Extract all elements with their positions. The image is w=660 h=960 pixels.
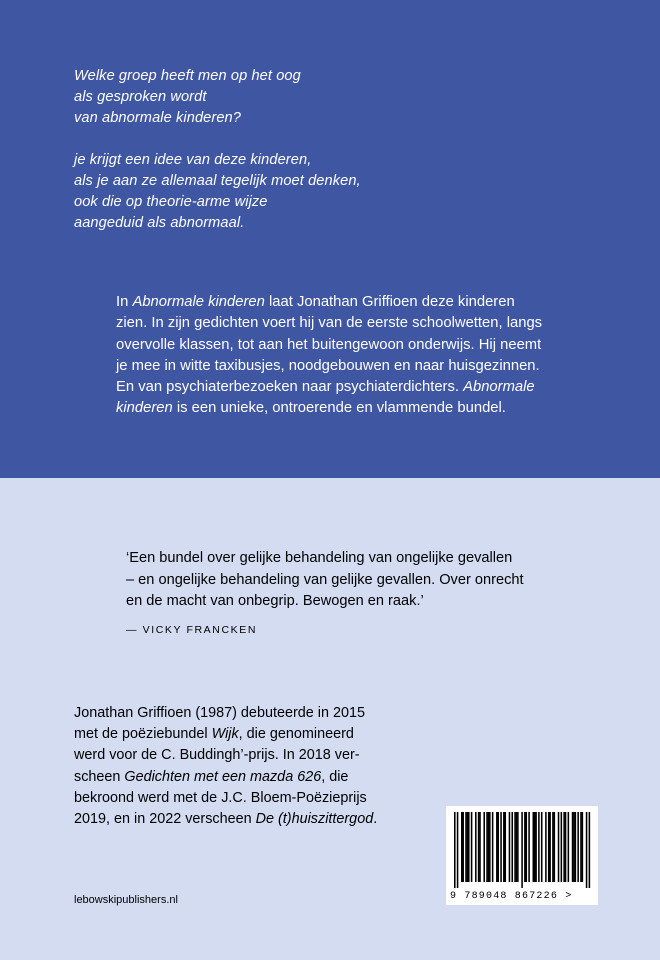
barcode-bar [526,812,528,882]
blurb-text: In [116,294,133,310]
barcode-bar [573,812,575,882]
barcode-bar [465,812,467,882]
barcode-bar [479,812,481,882]
barcode-bar [563,812,565,882]
barcode-bar [511,812,513,882]
barcode-bar [552,812,554,882]
barcode-bar [517,812,519,882]
bio-line [74,724,377,745]
barcode-bar [589,812,591,888]
barcode-bar [575,812,577,882]
poem-line: als je aan ze allemaal tegelijk moet denken, [74,173,361,189]
blurb-line [116,398,586,419]
publisher-url: lebowskipublishers.nl [74,894,178,906]
blurb-line [116,377,586,398]
barcode-bar [568,812,570,882]
top-panel [0,0,660,478]
bio-text: . [373,811,378,828]
barcode-bar [457,812,459,888]
barcode-bar [521,812,523,888]
book-title: De (t)huiszittergod [255,811,374,828]
book-title: Abnormale [463,379,535,396]
bio-line: werd voor de C. Buddingh’-prijs. In 2018 ver- [74,747,360,764]
author-bio [74,703,377,830]
barcode-bar [516,812,518,882]
bio-line [74,767,377,788]
barcode-bar [500,812,502,882]
blurb-line: overvolle klassen, tot aan het buitengewoon onderwijs. Hij neemt [116,336,542,353]
barcode-bar [582,812,584,882]
book-title: Wijk [211,726,239,743]
barcode-bar [496,812,498,882]
barcode-bar [535,812,537,882]
book-title: kinderen [116,400,173,417]
isbn-barcode [446,806,598,905]
book-title: Gedichten met een mazda 626 [124,768,322,785]
barcode-bar [514,812,516,882]
barcode-bar [541,812,543,882]
barcode-bar [538,812,540,882]
poem-excerpt [74,66,361,255]
barcode-bar [503,812,505,882]
isbn-number: 9 789048 867226 > [450,891,573,902]
barcode-bar [548,812,550,882]
barcode-bar [489,812,491,882]
poem-line: aangeduid als abnormaal. [74,215,245,231]
barcode-bar [577,812,579,882]
barcode-bar [475,812,477,882]
barcode-bar [504,812,506,882]
barcode-bar [462,812,464,882]
bio-text: , die [321,768,349,785]
blurb-text: laat Jonathan Griffioen deze kinderen [264,294,515,310]
barcode-bar [467,812,469,882]
barcode-bar [492,812,494,882]
bio-line [74,809,377,830]
poem-stanza-2 [74,150,361,234]
bio-line: bekroond werd met de J.C. Bloem-Poëzieprijs [74,789,367,806]
quote-line: en de macht van onbegrip. Bewogen en raak.’ [126,593,424,609]
barcode-bar [478,812,480,882]
barcode-bar [471,812,473,882]
quote-line: ‘Een bundel over gelijke behandeling van ongelijke gevallen [126,550,513,566]
poem-line: van abnormale kinderen? [74,110,241,126]
book-blurb [116,292,586,420]
poem-line: Welke groep heeft men op het oog [74,68,301,84]
book-title: Abnormale kinderen [132,294,265,310]
barcode-bar [565,812,567,882]
barcode-bar [486,812,488,882]
barcode-bar [586,812,588,888]
barcode-bar [483,812,485,882]
bio-text: met de poëziebundel [74,726,212,743]
barcode-bars [446,806,598,890]
barcode-bar [554,812,556,882]
bio-text: 2019, en in 2022 verscheen [74,811,256,828]
bio-text: scheen [74,768,121,785]
quote-attribution: — VICKY FRANCKEN [126,624,258,636]
barcode-bar [561,812,563,882]
barcode-bar [580,812,582,882]
barcode-bar [524,812,526,882]
barcode-bar [528,812,530,882]
poem-line: ook die op theorie-arme wijze [74,194,268,210]
barcode-bar [533,812,535,882]
review-quote [126,548,524,613]
barcode-bar [454,812,456,888]
barcode-bar [558,812,560,882]
poem-line: als gesproken wordt [74,89,207,105]
barcode-bar [545,812,547,882]
quote-line: – en ongelijke behandeling van gelijke gevallen. Over onrecht [126,571,524,588]
barcode-bar [534,812,536,882]
poem-line: je krijgt een idee van deze kinderen, [74,152,312,168]
bio-line: Jonathan Griffioen (1987) debuteerde in 2015 [74,705,365,721]
blurb-line [116,292,586,313]
poem-stanza-1 [74,66,361,129]
blurb-text: is een unieke, ontroerende en vlammende bundel. [172,400,506,417]
barcode-bar [461,812,463,882]
blurb-line: zien. In zijn gedichten voert hij van de eerste schoolwetten, langs [116,315,543,332]
blurb-text: En van psychiaterbezoeken naar psychiaterdichters. [116,379,464,396]
barcode-bar [549,812,551,882]
bio-text: , die genomineerd [238,726,354,743]
barcode-bar [509,812,511,882]
blurb-line: je mee in witte taxibusjes, noodgebouwen en naar huisgezinnen. [116,357,540,374]
barcode-bar [497,812,499,882]
barcode-bar [572,812,574,882]
barcode-bar [468,812,470,882]
barcode-bar [488,812,490,882]
